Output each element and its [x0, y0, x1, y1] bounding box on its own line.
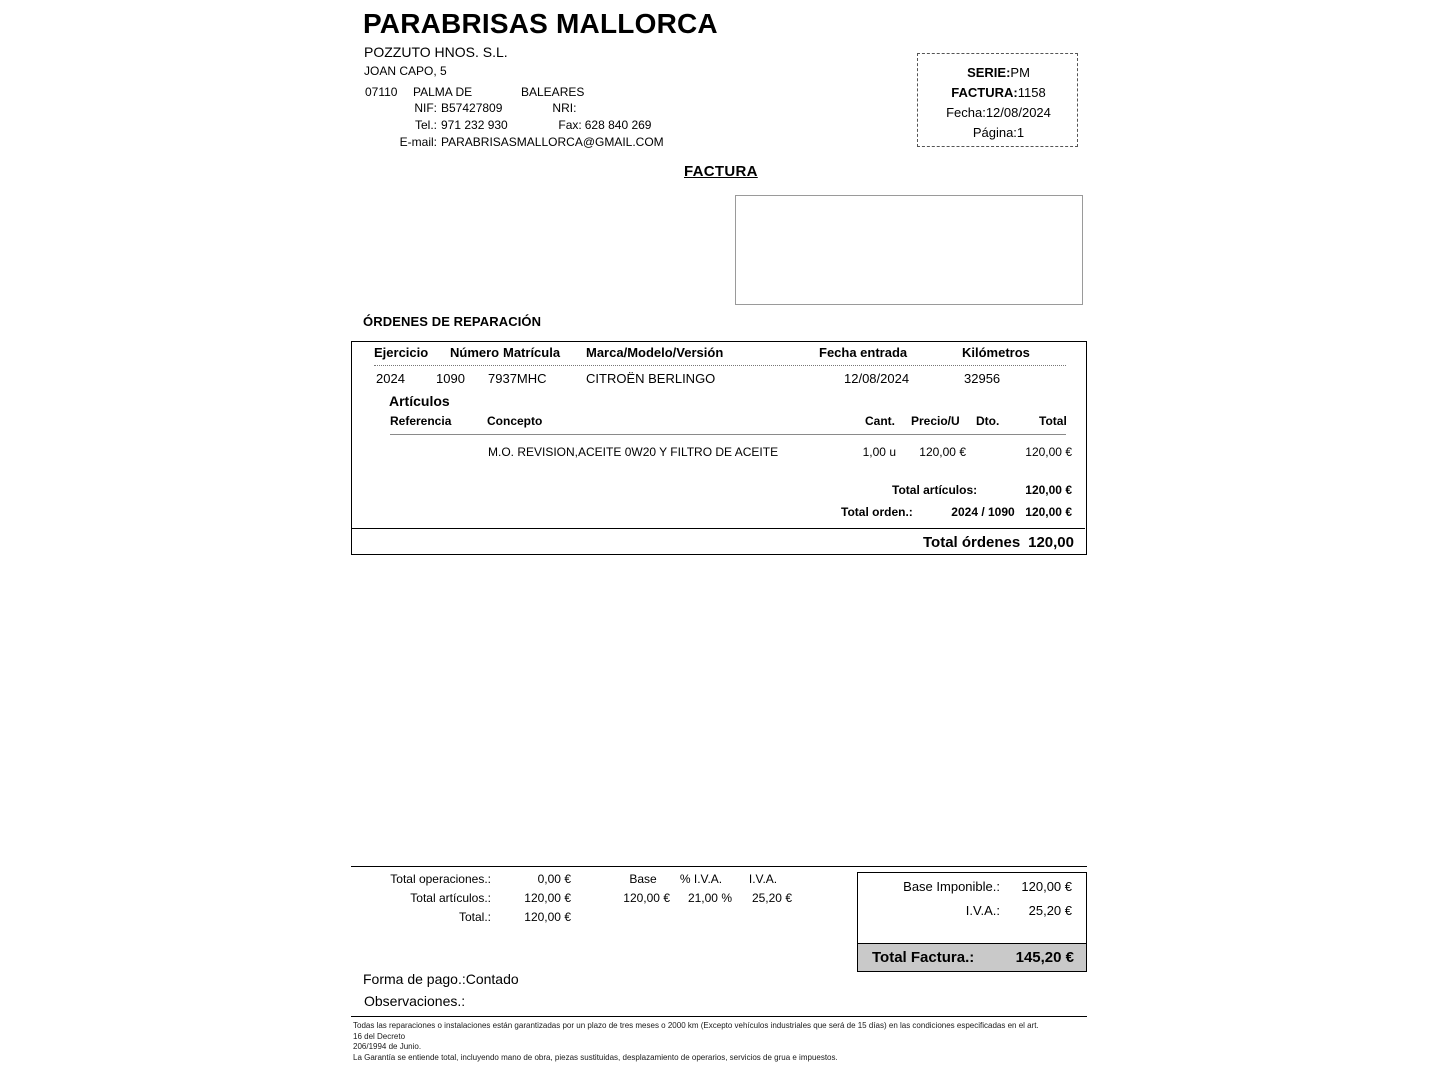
total-summary-row: [351, 910, 581, 929]
total-factura-value: 145,20 €: [1015, 949, 1074, 966]
cell-pct-iva: 21,00 %: [687, 891, 732, 905]
pagina-row: [918, 125, 1079, 140]
company-name: PARABRISAS MALLORCA: [363, 8, 718, 39]
totals-top-separator: [351, 866, 1087, 867]
articles-table-header: [352, 414, 1086, 434]
articles-header-separator: [390, 434, 1066, 435]
fax-label: Fax:: [558, 118, 582, 132]
col-kilometros: Kilómetros: [962, 345, 1030, 360]
factura-number-value: 1158: [1017, 85, 1046, 100]
col-cant: Cant.: [865, 414, 895, 428]
forma-pago-label: Forma de pago.:: [363, 971, 466, 987]
total-orden-value: 120,00 €: [1025, 505, 1072, 519]
tel-value: 971 232 930: [441, 118, 508, 132]
cell-concepto: M.O. REVISION,ACEITE 0W20 Y FILTRO DE ACEITE: [488, 445, 779, 459]
table-row: [352, 371, 1086, 391]
tel-label: Tel.:: [414, 118, 437, 132]
observaciones: [364, 993, 465, 1009]
company-tel-line: [365, 118, 652, 132]
total-summary-value: 120,00 €: [524, 910, 571, 924]
nif-label: NIF:: [414, 101, 437, 115]
col-iva: I.V.A.: [748, 872, 778, 886]
orders-table-header: [352, 342, 1086, 364]
col-ejercicio: Ejercicio: [374, 345, 429, 360]
cell-precio: 120,00 €: [919, 445, 966, 459]
iva-row: [858, 903, 1086, 925]
col-precio-unidad: Precio/U: [911, 414, 960, 428]
cell-ejercicio: 2024: [376, 371, 405, 386]
total-operaciones-row: [351, 872, 581, 891]
factura-number-label: FACTURA:: [951, 85, 1018, 100]
orders-table: [351, 341, 1087, 555]
cell-matricula: 7937MHC: [488, 371, 547, 386]
col-referencia: Referencia: [390, 414, 452, 428]
col-concepto: Concepto: [487, 414, 543, 428]
serie-label: SERIE:: [967, 65, 1011, 80]
company-street: JOAN CAPO, 5: [364, 64, 447, 78]
fecha-row: [918, 105, 1079, 120]
cell-iva: 25,20 €: [751, 891, 792, 905]
iva-amount-label: I.V.A.:: [965, 903, 1000, 918]
company-postal-code: 07110: [365, 85, 398, 99]
col-matricula: Matrícula: [503, 345, 561, 360]
col-pct-iva: % I.V.A.: [679, 872, 723, 886]
warranty-line-4: La Garantía se entiende total, incluyendo mano de obra, piezas sustituidas, desplazamiento de operarios, servicios de grua e impuestos.: [353, 1052, 838, 1062]
col-marca-modelo-version: Marca/Modelo/Versión: [586, 345, 724, 360]
company-nif-line: [365, 101, 615, 115]
company-legal-name: POZZUTO HNOS. S.L.: [364, 44, 508, 60]
nif-value: B57427809: [441, 101, 503, 115]
col-fecha-entrada: Fecha entrada: [819, 345, 908, 360]
footer-separator: [351, 1016, 1087, 1017]
invoice-reference-box: [917, 53, 1078, 147]
cell-cant: 1,00 u: [862, 445, 896, 459]
company-email-line: [365, 135, 664, 149]
base-imponible-label: Base Imponible.:: [903, 879, 1000, 894]
observaciones-label: Observaciones.:: [364, 993, 466, 1009]
cell-numero: 1090: [436, 371, 465, 386]
col-numero: Número: [450, 345, 500, 360]
total-summary-label: Total.:: [458, 910, 491, 924]
warranty-footer: [353, 1021, 1093, 1063]
serie-row: [918, 65, 1079, 80]
cell-marca: CITROËN BERLINGO: [586, 371, 716, 386]
total-articulos-summary-row: [351, 891, 581, 910]
base-imponible-value: 120,00 €: [1021, 879, 1072, 894]
warranty-line-2: 16 del Decreto: [353, 1031, 406, 1041]
total-orden-ref: 2024 / 1090: [951, 505, 1015, 519]
nri-label: NRI:: [552, 101, 577, 115]
total-ordenes-value: 120,00: [1028, 534, 1074, 551]
orders-footer-separator: [351, 528, 1085, 529]
col-total: Total: [1039, 414, 1067, 428]
company-city: PALMA DE: [413, 85, 473, 99]
fecha-label: Fecha:: [946, 105, 986, 120]
warranty-line-1: Todas las reparaciones o instalaciones están garantizadas por un plazo de tres meses o 2000 km (Excepto vehículos industriales que será de 15 días) en las condiciones especificadas en el art.: [353, 1021, 1039, 1030]
serie-value: PM: [1010, 65, 1030, 80]
total-articulos-label: Total artículos:: [892, 483, 978, 497]
total-ordenes-label: Total órdenes: [923, 534, 1021, 551]
iva-amount-value: 25,20 €: [1028, 903, 1072, 918]
col-dto: Dto.: [976, 414, 1000, 428]
email-label: E-mail:: [399, 135, 437, 149]
total-articulos-summary-label: Total artículos.:: [410, 891, 491, 905]
articulos-label: Artículos: [389, 393, 450, 409]
orders-section-title: ÓRDENES DE REPARACIÓN: [363, 314, 542, 329]
orders-header-separator: [374, 365, 1066, 366]
cell-fecha-entrada: 12/08/2024: [844, 371, 910, 386]
pagina-value: 1: [1016, 125, 1025, 140]
totals-summary: [351, 872, 581, 929]
invoice-total-box: [857, 872, 1087, 972]
company-province: BALEARES: [521, 85, 585, 99]
total-orden-label: Total orden.:: [841, 505, 913, 519]
document-title: FACTURA: [684, 163, 758, 180]
fax-value: 628 840 269: [584, 118, 652, 132]
factura-row: [918, 85, 1079, 100]
forma-pago-value: Contado: [465, 971, 519, 987]
list-item: [352, 445, 1086, 463]
cell-base: 120,00 €: [623, 891, 670, 905]
company-city-line: [365, 85, 584, 99]
base-imponible-row: [858, 879, 1086, 901]
total-articulos-value: 120,00 €: [1025, 483, 1072, 497]
cell-total: 120,00 €: [1025, 445, 1072, 459]
total-operaciones-label: Total operaciones.:: [390, 872, 491, 886]
forma-de-pago: [363, 971, 519, 987]
fecha-value: 12/08/2024: [985, 105, 1051, 120]
pagina-label: Página:: [972, 125, 1017, 140]
total-operaciones-value: 0,00 €: [537, 872, 571, 886]
total-factura-label: Total Factura.:: [872, 949, 975, 966]
customer-address-box: [735, 195, 1083, 305]
total-articulos-summary-value: 120,00 €: [524, 891, 571, 905]
col-base: Base: [629, 872, 657, 886]
warranty-line-3: 206/1994 de Junio.: [353, 1042, 422, 1051]
total-factura-row: [858, 943, 1086, 971]
cell-kilometros: 32956: [964, 371, 1001, 386]
email-value: PARABRISASMALLORCA@GMAIL.COM: [441, 135, 664, 149]
